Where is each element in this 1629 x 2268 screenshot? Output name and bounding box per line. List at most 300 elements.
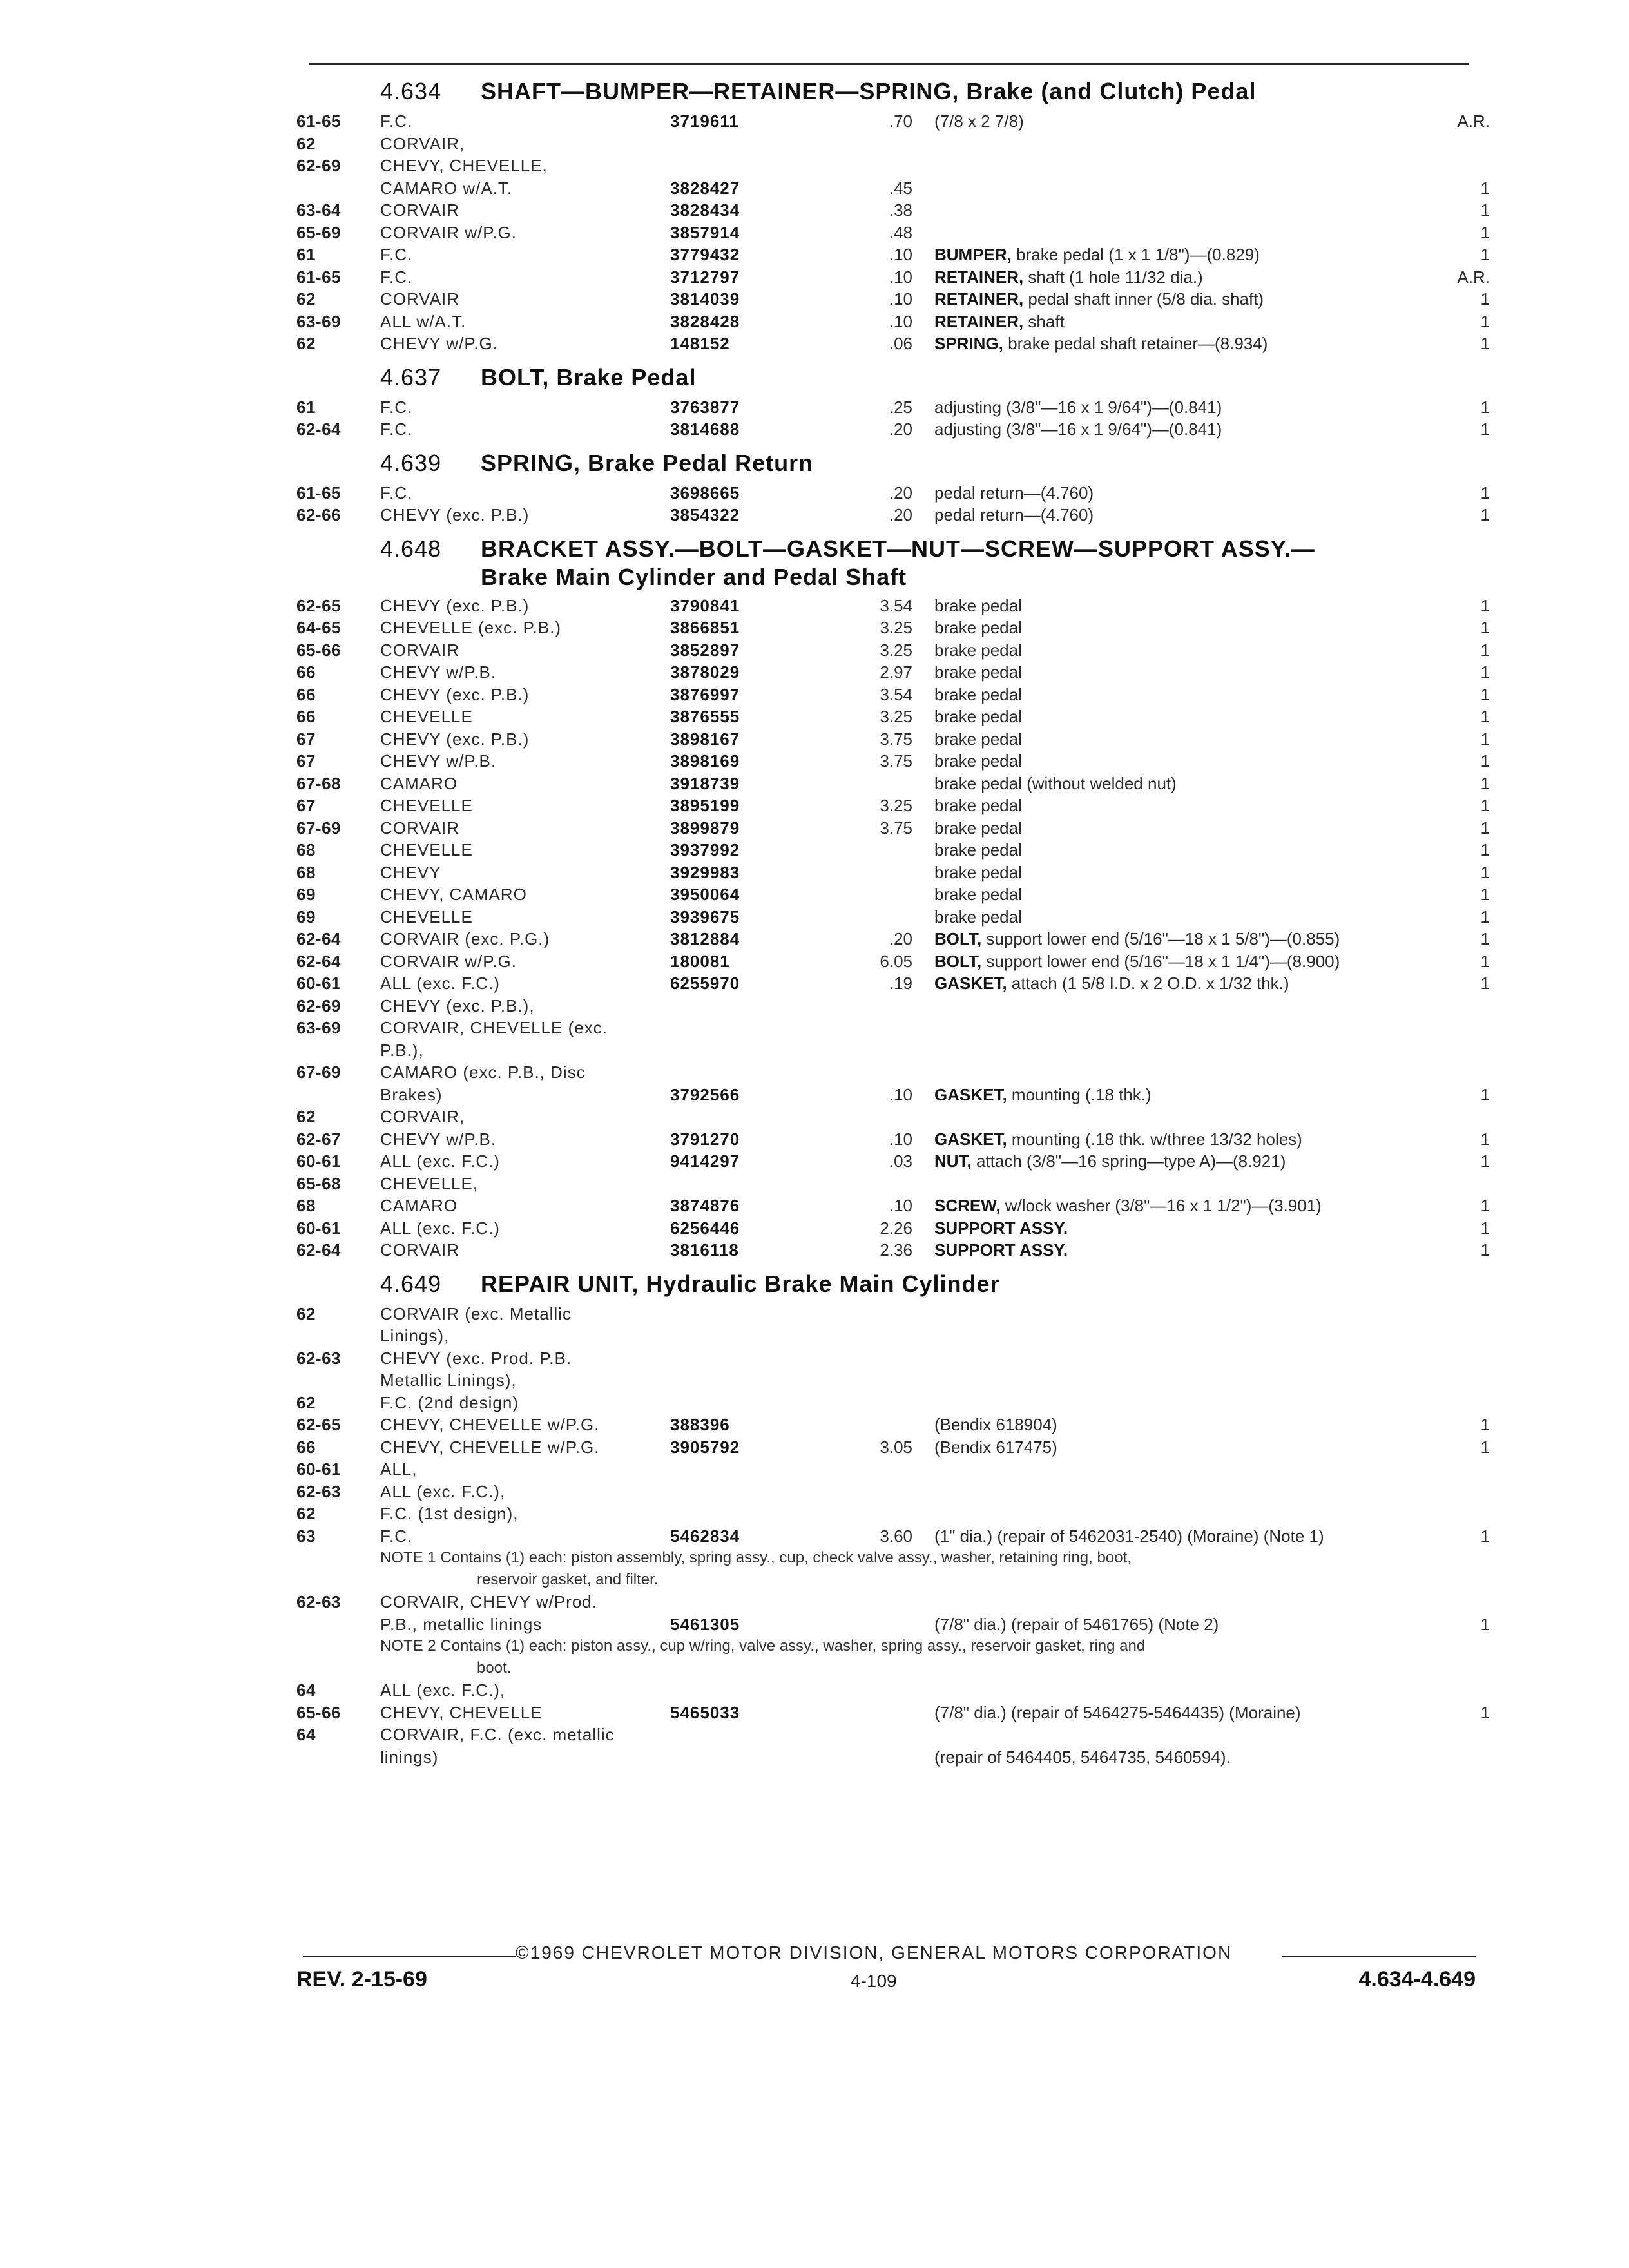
price-cell: .10 xyxy=(889,1196,912,1215)
description-text: attach (1 5/8 I.D. x 2 O.D. x 1/32 thk.) xyxy=(1007,974,1289,993)
model-cell: CHEVY w/P.B. xyxy=(380,662,497,682)
part-number-cell: 3895199 xyxy=(670,796,740,815)
table-row xyxy=(296,1591,1495,1613)
description-text: adjusting (3/8"—16 x 1 9/64")—(0.841) xyxy=(934,397,1222,417)
description-cell xyxy=(934,974,1289,994)
price-cell: 3.75 xyxy=(880,751,912,771)
part-number-cell: 9414297 xyxy=(670,1151,740,1171)
model-cell: CORVAIR w/P.G. xyxy=(380,951,517,971)
price-cell: .06 xyxy=(889,334,912,353)
part-number-cell: 3876555 xyxy=(670,707,740,726)
quantity-cell: 1 xyxy=(1480,818,1490,838)
table-row xyxy=(296,972,1495,995)
description-cell xyxy=(934,1437,1057,1457)
model-cell: ALL (exc. F.C.) xyxy=(380,974,500,993)
quantity-cell: 1 xyxy=(1480,1240,1490,1260)
description-text: (7/8" dia.) (repair of 5464275-5464435) (Moraine) xyxy=(934,1702,1301,1722)
table-row xyxy=(296,950,1495,973)
quantity-cell: 1 xyxy=(1480,707,1490,726)
description-cell xyxy=(934,483,1094,503)
year-cell: 60-61 xyxy=(296,1459,341,1479)
table-row xyxy=(296,1414,1495,1436)
table-row xyxy=(296,817,1495,840)
year-cell: 61 xyxy=(296,397,316,417)
quantity-cell: 1 xyxy=(1480,289,1490,309)
section-heading xyxy=(296,74,1495,110)
description-cell xyxy=(934,1151,1286,1171)
part-number-cell: 3779432 xyxy=(670,245,740,264)
quantity-cell: 1 xyxy=(1480,1702,1490,1722)
model-cell: CORVAIR xyxy=(380,289,460,309)
note-block xyxy=(380,1547,1495,1591)
description-cell xyxy=(934,312,1065,332)
description-keyword: SCREW, xyxy=(934,1196,1001,1215)
description-text: pedal shaft inner (5/8 dia. shaft) xyxy=(1023,289,1264,309)
price-cell: .20 xyxy=(889,505,912,524)
year-cell: 62-63 xyxy=(296,1481,341,1501)
model-cell: CORVAIR (exc. Metallic xyxy=(380,1303,572,1323)
model-cell: CAMARO (exc. P.B., Disc xyxy=(380,1062,586,1082)
year-cell: 62-69 xyxy=(296,156,341,175)
quantity-cell: 1 xyxy=(1480,1218,1490,1238)
year-cell: 64 xyxy=(296,1680,316,1700)
section-title: BRACKET ASSY.—BOLT—GASKET—NUT—SCREW—SUPPORT ASSY.— xyxy=(481,535,1315,562)
table-row xyxy=(296,1481,1495,1503)
quantity-cell: A.R. xyxy=(1457,267,1490,287)
quantity-cell: 1 xyxy=(1480,862,1490,882)
model-cell: CORVAIR (exc. P.G.) xyxy=(380,929,550,948)
quantity-cell: 1 xyxy=(1480,840,1490,860)
table-row xyxy=(296,482,1495,505)
table-row xyxy=(296,728,1495,751)
table-row xyxy=(296,861,1495,884)
quantity-cell: 1 xyxy=(1480,929,1490,948)
year-cell: 62-66 xyxy=(296,505,341,524)
model-cell: CORVAIR, CHEVELLE (exc. xyxy=(380,1018,608,1037)
model-cell: CHEVELLE xyxy=(380,796,473,815)
quantity-cell: 1 xyxy=(1480,483,1490,503)
price-cell: .20 xyxy=(889,419,912,439)
year-cell: 62 xyxy=(296,334,316,353)
model-cell: P.B.), xyxy=(380,1040,424,1060)
description-text: (7/8" dia.) (repair of 5461765) (Note 2) xyxy=(934,1614,1219,1634)
description-text: brake pedal xyxy=(934,818,1022,838)
table-row xyxy=(296,133,1495,155)
model-cell: ALL, xyxy=(380,1459,418,1479)
description-cell xyxy=(934,1615,1219,1635)
quantity-cell: 1 xyxy=(1480,1415,1490,1434)
price-cell: 3.25 xyxy=(880,618,912,637)
model-cell: F.C. xyxy=(380,419,413,439)
description-cell xyxy=(934,1129,1302,1149)
part-number-cell: 3950064 xyxy=(670,885,740,904)
year-cell: 65-66 xyxy=(296,640,341,660)
table-row xyxy=(296,199,1495,222)
description-keyword: SUPPORT ASSY. xyxy=(934,1240,1068,1260)
page-footer xyxy=(296,1943,1495,2046)
model-cell: CORVAIR xyxy=(380,1240,460,1260)
section-heading xyxy=(296,532,1495,595)
copyright-line xyxy=(296,1943,1495,1968)
model-cell: CHEVY (exc. P.B.) xyxy=(380,505,530,524)
year-cell: 64 xyxy=(296,1725,316,1744)
model-cell: CORVAIR, CHEVY w/Prod. xyxy=(380,1592,597,1611)
quantity-cell: 1 xyxy=(1480,796,1490,815)
part-number-cell: 3939675 xyxy=(670,907,740,927)
part-number-cell: 3898169 xyxy=(670,751,740,771)
part-number-cell: 6256446 xyxy=(670,1218,740,1238)
year-cell: 62 xyxy=(296,1107,316,1126)
year-cell: 62-65 xyxy=(296,1415,341,1434)
description-text: support lower end (5/16"—18 x 1 1/4")—(8.900) xyxy=(981,951,1340,971)
price-cell: 2.26 xyxy=(880,1218,912,1238)
table-row xyxy=(296,1084,1495,1106)
part-number-cell: 5461305 xyxy=(670,1614,740,1634)
description-cell xyxy=(934,729,1022,749)
description-text: brake pedal xyxy=(934,640,1022,660)
description-text: brake pedal xyxy=(934,751,1022,771)
table-row xyxy=(296,1746,1495,1769)
part-number-cell: 3828428 xyxy=(670,311,740,331)
section-number: 4.649 xyxy=(380,1270,442,1297)
copyright-rule-left xyxy=(303,1956,516,1957)
table-row xyxy=(296,1679,1495,1702)
table-row xyxy=(296,1128,1495,1151)
description-text: (Bendix 617475) xyxy=(934,1437,1057,1457)
quantity-cell: 1 xyxy=(1480,178,1490,198)
price-cell: 3.25 xyxy=(880,707,912,726)
description-text: brake pedal xyxy=(934,885,1022,904)
quantity-cell: 1 xyxy=(1480,1129,1490,1149)
description-cell xyxy=(934,1747,1231,1767)
description-cell xyxy=(934,398,1222,418)
year-cell: 67-69 xyxy=(296,818,341,838)
description-keyword: SUPPORT ASSY. xyxy=(934,1218,1068,1238)
price-cell: .48 xyxy=(889,222,912,242)
model-cell: CHEVELLE xyxy=(380,707,473,726)
model-cell: ALL (exc. F.C.), xyxy=(380,1481,506,1501)
model-cell: CORVAIR w/P.G. xyxy=(380,222,517,242)
quantity-cell: 1 xyxy=(1480,222,1490,242)
part-number-cell: 3937992 xyxy=(670,840,740,860)
price-cell: .45 xyxy=(889,178,912,198)
quantity-cell: 1 xyxy=(1480,1196,1490,1215)
table-row xyxy=(296,1525,1495,1548)
model-cell: CORVAIR xyxy=(380,640,460,660)
price-cell: 3.54 xyxy=(880,595,912,615)
part-number-cell: 3828434 xyxy=(670,200,740,220)
table-row xyxy=(296,222,1495,244)
section-heading xyxy=(296,1267,1495,1303)
description-text: (Bendix 618904) xyxy=(934,1415,1057,1434)
price-cell: .38 xyxy=(889,200,912,220)
model-cell: CHEVY, CHEVELLE w/P.G. xyxy=(380,1437,600,1457)
model-cell: Brakes) xyxy=(380,1084,443,1104)
description-cell xyxy=(934,618,1022,638)
model-cell: CHEVY, CHEVELLE xyxy=(380,1702,543,1722)
quantity-cell: 1 xyxy=(1480,245,1490,264)
section-number: 4.634 xyxy=(380,78,442,104)
year-cell: 61-65 xyxy=(296,111,341,131)
description-cell xyxy=(934,796,1022,816)
description-cell xyxy=(934,685,1022,705)
model-cell: F.C. xyxy=(380,483,413,503)
year-cell: 65-69 xyxy=(296,222,341,242)
table-row xyxy=(296,396,1495,419)
part-number-cell: 5465033 xyxy=(670,1702,740,1722)
note-text: Contains (1) each: piston assy., cup w/ring, valve assy., washer, spring assy., reservoir gasket, ring and xyxy=(440,1637,1146,1655)
model-cell: ALL (exc. F.C.), xyxy=(380,1680,506,1700)
description-text: brake pedal xyxy=(934,862,1022,882)
description-cell xyxy=(934,952,1340,972)
year-cell: 60-61 xyxy=(296,974,341,993)
description-cell xyxy=(934,596,1022,616)
table-row xyxy=(296,773,1495,795)
table-row xyxy=(296,504,1495,526)
price-cell: 3.25 xyxy=(880,796,912,815)
section-title: BOLT, Brake Pedal xyxy=(481,363,697,390)
description-text: (7/8 x 2 7/8) xyxy=(934,111,1024,131)
year-cell: 66 xyxy=(296,1437,316,1457)
table-row xyxy=(296,1061,1495,1084)
year-cell: 61 xyxy=(296,245,316,264)
model-cell: CHEVY (exc. Prod. P.B. xyxy=(380,1348,572,1368)
section-title: SPRING, Brake Pedal Return xyxy=(481,449,814,476)
part-number-cell: 3814688 xyxy=(670,419,740,439)
price-cell: 2.36 xyxy=(880,1240,912,1260)
model-cell: F.C. xyxy=(380,111,413,131)
note-continuation: boot. xyxy=(477,1659,512,1677)
model-cell: CAMARO xyxy=(380,1196,458,1215)
model-cell: F.C. (1st design), xyxy=(380,1504,519,1523)
year-cell: 66 xyxy=(296,662,316,682)
table-row xyxy=(296,684,1495,706)
model-cell: F.C. xyxy=(380,1526,413,1546)
table-row xyxy=(296,661,1495,684)
part-number-cell: 3905792 xyxy=(670,1437,740,1457)
year-cell: 62 xyxy=(296,133,316,153)
model-cell: ALL w/A.T. xyxy=(380,311,467,331)
year-cell: 60-61 xyxy=(296,1218,341,1238)
description-text: brake pedal (without welded nut) xyxy=(934,773,1177,793)
year-cell: 62-64 xyxy=(296,419,341,439)
table-row xyxy=(296,1503,1495,1525)
section-heading xyxy=(296,360,1495,396)
price-cell: .10 xyxy=(889,1129,912,1149)
quantity-cell: 1 xyxy=(1480,773,1490,793)
model-cell: ALL (exc. F.C.) xyxy=(380,1218,500,1238)
quantity-cell: 1 xyxy=(1480,595,1490,615)
description-text: brake pedal xyxy=(934,684,1022,704)
description-cell xyxy=(934,840,1022,860)
description-keyword: BOLT, xyxy=(934,929,982,948)
year-cell: 68 xyxy=(296,862,316,882)
price-cell: .10 xyxy=(889,289,912,309)
year-cell: 62-63 xyxy=(296,1348,341,1368)
table-row xyxy=(296,1039,1495,1062)
description-cell xyxy=(934,245,1260,265)
year-cell: 67 xyxy=(296,751,316,771)
table-row xyxy=(296,1217,1495,1240)
year-cell: 63 xyxy=(296,1526,316,1546)
table-row xyxy=(296,1436,1495,1459)
description-cell xyxy=(934,818,1022,838)
quantity-cell: 1 xyxy=(1480,618,1490,637)
year-cell: 62-69 xyxy=(296,995,341,1015)
price-cell: 3.05 xyxy=(880,1437,912,1457)
year-cell: 62-64 xyxy=(296,929,341,948)
table-row xyxy=(296,1173,1495,1195)
description-text: brake pedal xyxy=(934,796,1022,815)
table-row xyxy=(296,928,1495,950)
description-keyword: RETAINER, xyxy=(934,311,1024,331)
model-cell: linings) xyxy=(380,1747,439,1767)
quantity-cell: A.R. xyxy=(1457,111,1490,131)
description-text: brake pedal xyxy=(934,618,1022,637)
description-text: mounting (.18 thk.) xyxy=(1007,1084,1152,1104)
part-number-cell: 3719611 xyxy=(670,111,739,131)
catalog-section-4-639 xyxy=(296,446,1495,526)
price-cell: .20 xyxy=(889,929,912,948)
year-cell: 62-63 xyxy=(296,1592,341,1611)
table-row xyxy=(296,794,1495,817)
model-cell: CHEVELLE xyxy=(380,840,473,860)
price-cell: .25 xyxy=(889,397,912,417)
price-cell: .10 xyxy=(889,1084,912,1104)
part-number-cell: 3876997 xyxy=(670,684,740,704)
table-row xyxy=(296,995,1495,1017)
price-cell: 3.54 xyxy=(880,684,912,704)
part-number-cell: 3812884 xyxy=(670,929,740,948)
catalog-section-4-648 xyxy=(296,532,1495,1262)
description-text: shaft xyxy=(1023,311,1065,331)
model-cell: Metallic Linings), xyxy=(380,1370,517,1390)
part-number-cell: 148152 xyxy=(670,334,730,353)
year-cell: 64-65 xyxy=(296,618,341,637)
part-number-cell: 3698665 xyxy=(670,483,740,503)
table-row xyxy=(296,418,1495,441)
description-text: adjusting (3/8"—16 x 1 9/64")—(0.841) xyxy=(934,419,1222,439)
description-text: brake pedal xyxy=(934,707,1022,726)
part-number-cell: 3918739 xyxy=(670,773,740,793)
description-keyword: RETAINER, xyxy=(934,289,1024,309)
description-cell xyxy=(934,885,1022,905)
description-cell xyxy=(934,1085,1152,1105)
description-cell xyxy=(934,1240,1068,1260)
description-cell xyxy=(934,267,1203,287)
table-row xyxy=(296,1613,1495,1636)
part-number-cell: 3852897 xyxy=(670,640,740,660)
table-row xyxy=(296,1702,1495,1724)
quantity-cell: 1 xyxy=(1480,505,1490,524)
quantity-cell: 1 xyxy=(1480,751,1490,771)
model-cell: CHEVY (exc. P.B.) xyxy=(380,684,530,704)
note-label: NOTE 2 xyxy=(380,1637,436,1655)
model-cell: CHEVY, CHEVELLE, xyxy=(380,156,548,175)
description-cell xyxy=(934,505,1094,525)
quantity-cell: 1 xyxy=(1480,1151,1490,1171)
table-row xyxy=(296,1458,1495,1481)
table-row xyxy=(296,110,1495,133)
part-number-cell: 180081 xyxy=(670,951,730,971)
quantity-cell: 1 xyxy=(1480,974,1490,993)
quantity-cell: 1 xyxy=(1480,951,1490,971)
price-cell: .19 xyxy=(889,974,912,993)
model-cell: CORVAIR, F.C. (exc. metallic xyxy=(380,1725,615,1744)
description-cell xyxy=(934,111,1024,131)
price-cell: .10 xyxy=(889,245,912,264)
part-number-cell: 3791270 xyxy=(670,1129,740,1149)
table-row xyxy=(296,288,1495,311)
year-cell: 63-69 xyxy=(296,311,341,331)
section-title: REPAIR UNIT, Hydraulic Brake Main Cylinder xyxy=(481,1270,1000,1297)
price-cell: .70 xyxy=(889,111,912,131)
part-number-cell: 3854322 xyxy=(670,505,740,524)
year-cell: 65-66 xyxy=(296,1702,341,1722)
model-cell: CHEVY w/P.B. xyxy=(380,1129,497,1149)
description-text: mounting (.18 thk. w/three 13/32 holes) xyxy=(1007,1129,1302,1149)
description-keyword: GASKET, xyxy=(934,1129,1007,1149)
part-number-cell: 3929983 xyxy=(670,862,740,882)
description-cell xyxy=(934,1415,1057,1435)
description-text: brake pedal xyxy=(934,662,1022,682)
year-cell: 66 xyxy=(296,707,316,726)
model-cell: CHEVY w/P.G. xyxy=(380,334,498,353)
price-cell: 3.75 xyxy=(880,818,912,838)
year-cell: 61-65 xyxy=(296,267,341,287)
year-cell: 67 xyxy=(296,796,316,815)
quantity-cell: 1 xyxy=(1480,907,1490,927)
description-text: w/lock washer (3/8"—16 x 1 1/2")—(3.901) xyxy=(1000,1196,1322,1215)
part-number-cell: 3712797 xyxy=(670,267,740,287)
part-number-cell: 3814039 xyxy=(670,289,740,309)
price-cell: 3.60 xyxy=(880,1526,912,1546)
catalog-section-4-634 xyxy=(296,74,1495,355)
year-cell: 60-61 xyxy=(296,1151,341,1171)
part-number-cell: 3874876 xyxy=(670,1196,740,1215)
part-number-cell: 388396 xyxy=(670,1415,730,1434)
description-text: brake pedal xyxy=(934,595,1022,615)
section-heading xyxy=(296,446,1495,482)
table-row xyxy=(296,1106,1495,1128)
table-row xyxy=(296,1150,1495,1173)
model-cell: CHEVY, CHEVELLE w/P.G. xyxy=(380,1415,600,1434)
description-cell xyxy=(934,289,1264,309)
description-cell xyxy=(934,1196,1322,1216)
part-number-cell: 3816118 xyxy=(670,1240,739,1260)
table-row xyxy=(296,155,1495,177)
quantity-cell: 1 xyxy=(1480,334,1490,353)
description-cell xyxy=(934,774,1177,794)
price-cell: 3.75 xyxy=(880,729,912,749)
quantity-cell: 1 xyxy=(1480,200,1490,220)
section-range: 4.634-4.649 xyxy=(1358,1967,1476,1992)
price-cell: 2.97 xyxy=(880,662,912,682)
part-number-cell: 3866851 xyxy=(670,618,740,637)
quantity-cell: 1 xyxy=(1480,885,1490,904)
description-keyword: NUT, xyxy=(934,1151,972,1171)
model-cell: CHEVELLE xyxy=(380,907,473,927)
table-row xyxy=(296,639,1495,662)
year-cell: 62-64 xyxy=(296,1240,341,1260)
model-cell: CORVAIR xyxy=(380,200,460,220)
year-cell: 62 xyxy=(296,1504,316,1523)
price-cell: .03 xyxy=(889,1151,912,1171)
page-number: 4-109 xyxy=(851,1971,897,1991)
table-row xyxy=(296,1392,1495,1414)
year-cell: 61-65 xyxy=(296,483,341,503)
description-cell xyxy=(934,334,1268,354)
